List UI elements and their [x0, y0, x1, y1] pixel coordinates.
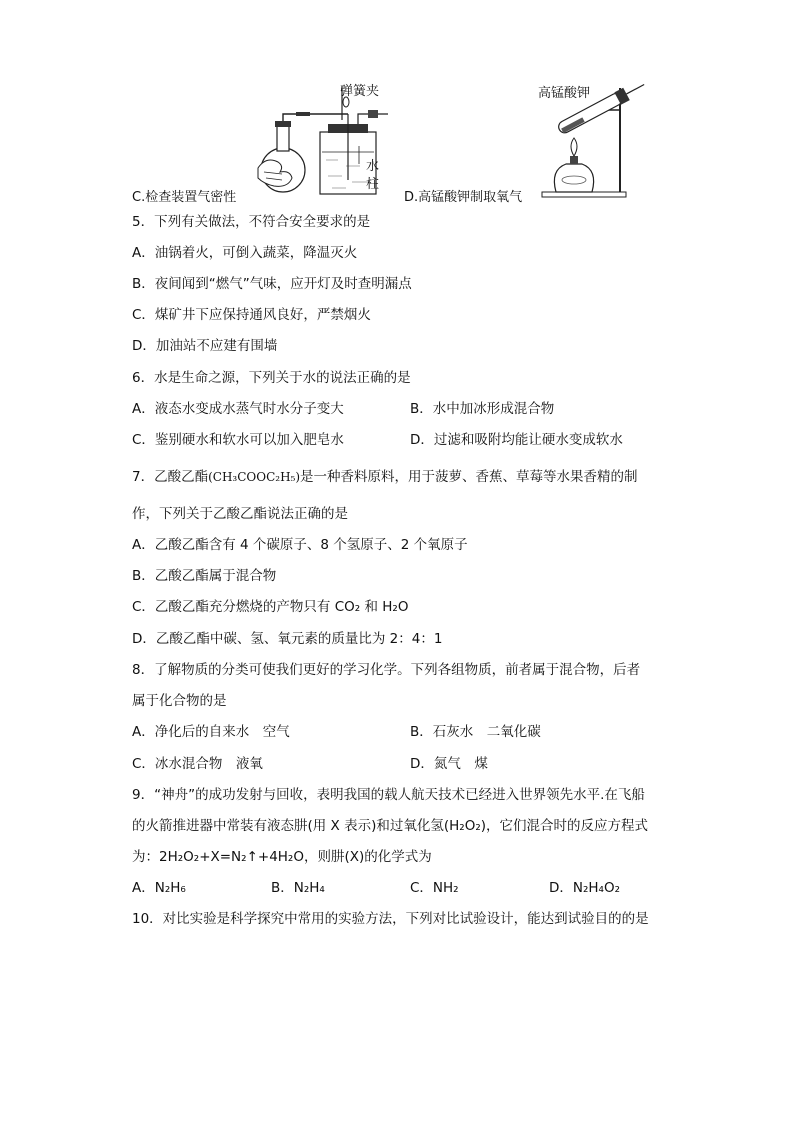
q6-option-c: C．鉴别硬水和软水可以加入肥皂水: [132, 432, 344, 448]
q7-formula: (CH₃COOC₂H₅): [208, 470, 301, 484]
q9-line1: 9．“神舟”的成功发射与回收，表明我国的载人航天技术已经进入世界领先水平.在飞船: [132, 787, 645, 803]
q7-option-b: B．乙酸乙酯属于混合物: [132, 568, 277, 584]
q6-option-b: B．水中加冰形成混合物: [410, 401, 555, 417]
label-water-2: 柱: [366, 177, 380, 192]
q9-line3: 为：2H₂O₂+X=N₂↑+4H₂O，则肼(X)的化学式为: [132, 849, 432, 865]
q7-stem-pre: 7．乙酸乙酯: [132, 469, 209, 485]
label-spring-clamp: 弹簧夹: [340, 84, 380, 99]
q10-stem: 10．对比实验是科学探究中常用的实验方法，下列对比试验设计，能达到试验目的的是: [132, 911, 649, 927]
q6-option-d: D．过滤和吸附均能让硬水变成软水: [410, 432, 623, 448]
figure-kmno4-oxygen: [530, 80, 670, 200]
q5-option-d: D．加油站不应建有围墙: [132, 338, 278, 354]
q7-stem-line1: [132, 468, 638, 486]
q8-stem-line1: 8．了解物质的分类可使我们更好的学习化学。下列各组物质，前者属于混合物，后者: [132, 662, 641, 678]
q6-option-a: A．液态水变成水蒸气时水分子变大: [132, 401, 344, 417]
q7-stem-line2: 作，下列关于乙酸乙酯说法正确的是: [132, 506, 348, 522]
q7-stem-post: 是一种香料原料，用于菠萝、香蕉、草莓等水果香精的制: [300, 469, 638, 485]
q8-option-b: B．石灰水 二氧化碳: [410, 724, 541, 740]
q8-stem-line2: 属于化合物的是: [132, 693, 227, 709]
q5-option-b: B．夜间闻到“燃气”气味，应开灯及时查明漏点: [132, 276, 412, 292]
figure-airtightness-check: [228, 80, 398, 200]
q9-option-b: B．N₂H₄: [271, 880, 325, 896]
q8-option-a: A．净化后的自来水 空气: [132, 724, 290, 740]
q7-option-a: A．乙酸乙酯含有 4 个碳原子、8 个氢原子、2 个氧原子: [132, 537, 468, 553]
q9-option-a: A．N₂H₆: [132, 880, 186, 896]
caption-figure-d: D.高锰酸钾制取氧气: [404, 190, 523, 205]
label-water-1: 水: [366, 159, 380, 174]
q6-stem: 6．水是生命之源，下列关于水的说法正确的是: [132, 370, 411, 386]
q5-option-c: C．煤矿井下应保持通风良好，严禁烟火: [132, 307, 371, 323]
q5-stem: 5．下列有关做法，不符合安全要求的是: [132, 214, 371, 230]
q7-option-d: D．乙酸乙酯中碳、氢、氧元素的质量比为 2：4：1: [132, 631, 443, 647]
caption-figure-c: C.检查装置气密性: [132, 190, 237, 205]
q7-option-c: C．乙酸乙酯充分燃烧的产物只有 CO₂ 和 H₂O: [132, 599, 409, 615]
q9-option-d: D．N₂H₄O₂: [549, 880, 621, 896]
q9-line2: 的火箭推进器中常装有液态肼(用 X 表示)和过氧化氢(H₂O₂)，它们混合时的反应方程式: [132, 818, 648, 834]
q8-option-c: C．冰水混合物 液氧: [132, 756, 263, 772]
q8-option-d: D．氮气 煤: [410, 756, 488, 772]
q5-option-a: A．油锅着火，可倒入蔬菜，降温灭火: [132, 245, 358, 261]
q9-option-c: C．NH₂: [410, 880, 459, 896]
label-kmno4: 高锰酸钾: [538, 86, 591, 101]
